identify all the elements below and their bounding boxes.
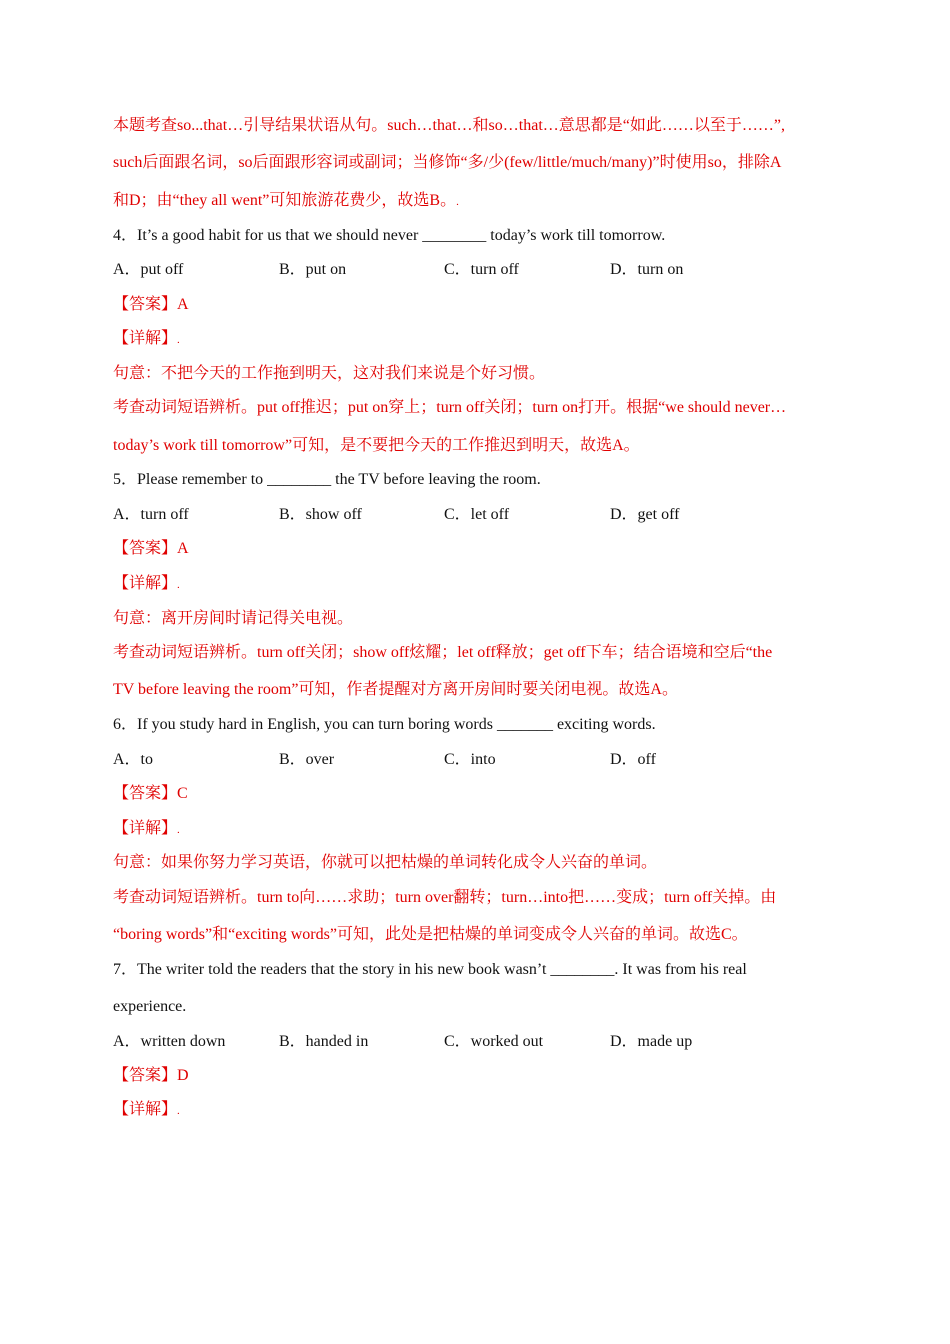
- question-6-stem: 6．If you study hard in English, you can turn boring words _______ exciting words.: [113, 716, 656, 733]
- question-4-options: [113, 259, 833, 281]
- question-4-answer: [113, 294, 838, 316]
- option-d: D．get off: [610, 506, 680, 523]
- question-5-answer: [113, 538, 838, 560]
- intro-line-1: 本题考查so...that…引导结果状语从句。such…that…和so…that…意思都是“如此……以至于……”,: [113, 117, 785, 134]
- question-6-meaning: 句意：如果你努力学习英语，你就可以把枯燥的单词转化成令人兴奋的单词。: [113, 854, 658, 871]
- answer-tag: 【答案】: [113, 540, 178, 557]
- question-4-meaning: 句意：不把今天的工作拖到明天，这对我们来说是个好习惯。: [113, 365, 546, 382]
- answer-value: D: [177, 1067, 189, 1084]
- question-6-analysis-1: 考查动词短语辨析。turn to向……求助；turn over翻转；turn…into把……变成；turn off关掉。由: [113, 889, 777, 906]
- question-7-stem: 7．The writer told the readers that the story in his new book wasn’t ________. It was from his real: [113, 961, 747, 978]
- option-d: D．made up: [610, 1033, 693, 1050]
- question-4-analysis-2: today’s work till tomorrow”可知，是不要把今天的工作推迟到明天，故选A。: [113, 437, 640, 454]
- question-7-detail-tag: 【详解】.: [113, 1101, 180, 1118]
- question-6-analysis-2: “boring words”和“exciting words”可知，此处是把枯燥的单词变成令人兴奋的单词。故选C。: [113, 926, 748, 943]
- option-a: A．put off: [113, 261, 184, 278]
- question-6-answer: [113, 783, 838, 805]
- answer-value: C: [177, 785, 188, 802]
- question-5-analysis-1: 考查动词短语辨析。turn off关闭；show off炫耀；let off释放；get off下车；结合语境和空后“the: [113, 644, 773, 661]
- option-a: A．turn off: [113, 506, 189, 523]
- option-d: D．turn on: [610, 261, 684, 278]
- question-6-options: [113, 749, 833, 771]
- question-5-detail-tag: 【详解】.: [113, 575, 180, 592]
- question-5-options: [113, 504, 833, 526]
- answer-tag: 【答案】: [113, 1067, 178, 1084]
- option-c: C．turn off: [444, 261, 519, 278]
- question-7-options: [113, 1031, 833, 1053]
- answer-tag: 【答案】: [113, 785, 178, 802]
- question-4-stem: 4．It’s a good habit for us that we should never ________ today’s work till tomorrow.: [113, 227, 666, 244]
- question-5-meaning: 句意：离开房间时请记得关电视。: [113, 610, 354, 627]
- question-6-detail-tag: 【详解】.: [113, 820, 180, 837]
- option-c: C．into: [444, 751, 496, 768]
- question-5-stem: 5．Please remember to ________ the TV before leaving the room.: [113, 471, 541, 488]
- answer-value: A: [177, 540, 189, 557]
- option-c: C．let off: [444, 506, 510, 523]
- question-7-stem-continued: experience.: [113, 998, 187, 1015]
- option-d: D．off: [610, 751, 656, 768]
- answer-value: A: [177, 296, 189, 313]
- answer-tag: 【答案】: [113, 296, 178, 313]
- intro-line-3: 和D；由“they all went”可知旅游花费少，故选B。.: [113, 192, 459, 209]
- option-c: C．worked out: [444, 1033, 544, 1050]
- question-4-detail-tag: 【详解】.: [113, 330, 180, 347]
- option-b: B．over: [279, 751, 335, 768]
- intro-line-2: such后面跟名词，so后面跟形容词或副词；当修饰“多/少(few/little/much/many)”时使用so，排除A: [113, 154, 782, 171]
- option-b: B．show off: [279, 506, 362, 523]
- question-7-answer: [113, 1065, 838, 1087]
- option-a: A．to: [113, 751, 154, 768]
- option-a: A．written down: [113, 1033, 226, 1050]
- question-4-analysis-1: 考查动词短语辨析。put off推迟；put on穿上；turn off关闭；turn on打开。根据“we should never…: [113, 399, 787, 416]
- option-b: B．handed in: [279, 1033, 369, 1050]
- question-5-analysis-2: TV before leaving the room”可知，作者提醒对方离开房间时要关闭电视。故选A。: [113, 681, 678, 698]
- option-b: B．put on: [279, 261, 347, 278]
